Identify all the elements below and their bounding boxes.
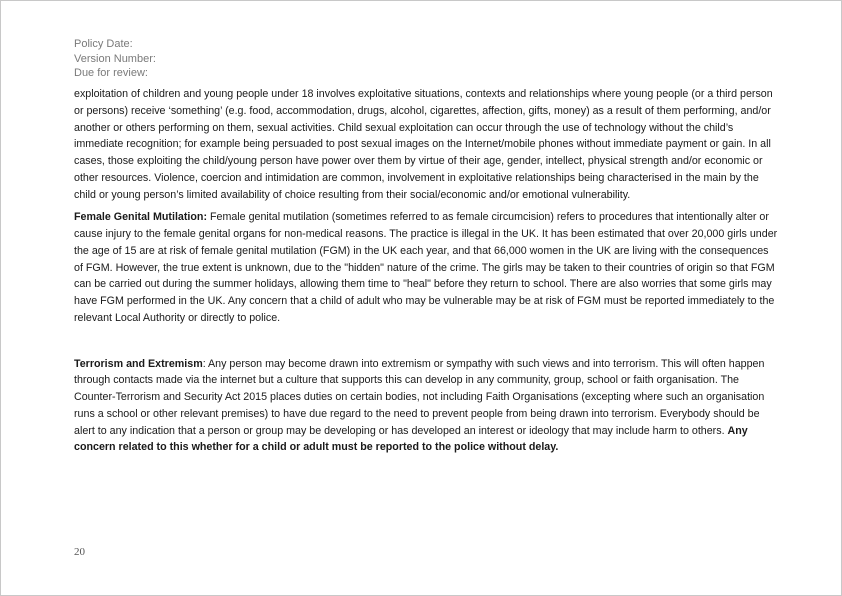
fgm-text: Female genital mutilation (sometimes referred to as female circumcision) refers to procedures that intentionally alter or cause injury to the female genital organs for non-medical reasons. The practice is illegal in the UK. It has been estimated that over 20,000 girls under the age of 15 are at risk of female genital mutilation (FGM) in the UK each year, and that 66,000 women in the UK are living with the consequences of FGM. However, the true extent is unknown, due to the "hidden" nature of the crime. The girls may be taken to their countries of origin so that FGM can be carried out during the summer holidays, allowing them time to "heal" before they return to school. There are also worries that some girls may have FGM performed in the UK. Any concern that a child of adult who may be vulnerable may be at risk of FGM must be reported immediately to the relevant Local Authority or directly to police.: [74, 211, 778, 324]
cse-text: exploitation of children and young people under 18 involves exploitative situations, contexts and relationships where young people (or a third person or persons) receive ‘something’ (e.g. food, accommodation, drugs, alcohol, cigarettes, affection, gifts, money) as a result of them performing, and/or another or others performing on them, sexual activities. Child sexual exploitation can occur through the use of technology without the child’s immediate recognition; for example being persuaded to post sexual images on the Internet/mobile phones without immediate payment or gain. In all cases, those exploiting the child/young person have power over them by virtue of their age, gender, intellect, physical strength and/or economic or other resources. Violence, coercion and intimidation are common, involvement in exploitative relationships being characterised in the main by the child or young person’s limited availability of choice resulting from their social/economic and/or emotional vulnerability.: [74, 88, 773, 201]
due-for-review-label: Due for review:: [74, 67, 148, 79]
document-body: [74, 86, 779, 456]
terrorism-heading: Terrorism and Extremism: [74, 357, 203, 370]
paragraph-fgm: [74, 209, 779, 326]
terrorism-bold-conclusion: Any concern related to this whether for a child or adult must be reported to the police without delay.: [74, 424, 748, 454]
page-number: 20: [74, 546, 85, 558]
policy-date-label: Policy Date:: [74, 38, 133, 50]
fgm-heading: Female Genital Mutilation:: [74, 211, 208, 224]
version-number-label: Version Number:: [74, 52, 156, 65]
document-header: [74, 37, 156, 81]
paragraph-cse: [74, 86, 779, 203]
terrorism-text: : Any person may become drawn into extremism or sympathy with such views and into terrorism. This will often happen through contacts made via the internet but a culture that supports this can develop in any community, group, school or faith organisation. The Counter-Terrorism and Security Act 2015 places duties on certain bodies, not including Faith Organisations (excepting where such an organisation runs a school or other relevant premises) to have due regard to the need to prevent people from being drawn into terrorism. Everybody should be alert to any indication that a person or group may be developing or has developed an interest or ideology that may include harm to others.: [74, 357, 765, 437]
paragraph-terrorism: [74, 356, 779, 457]
